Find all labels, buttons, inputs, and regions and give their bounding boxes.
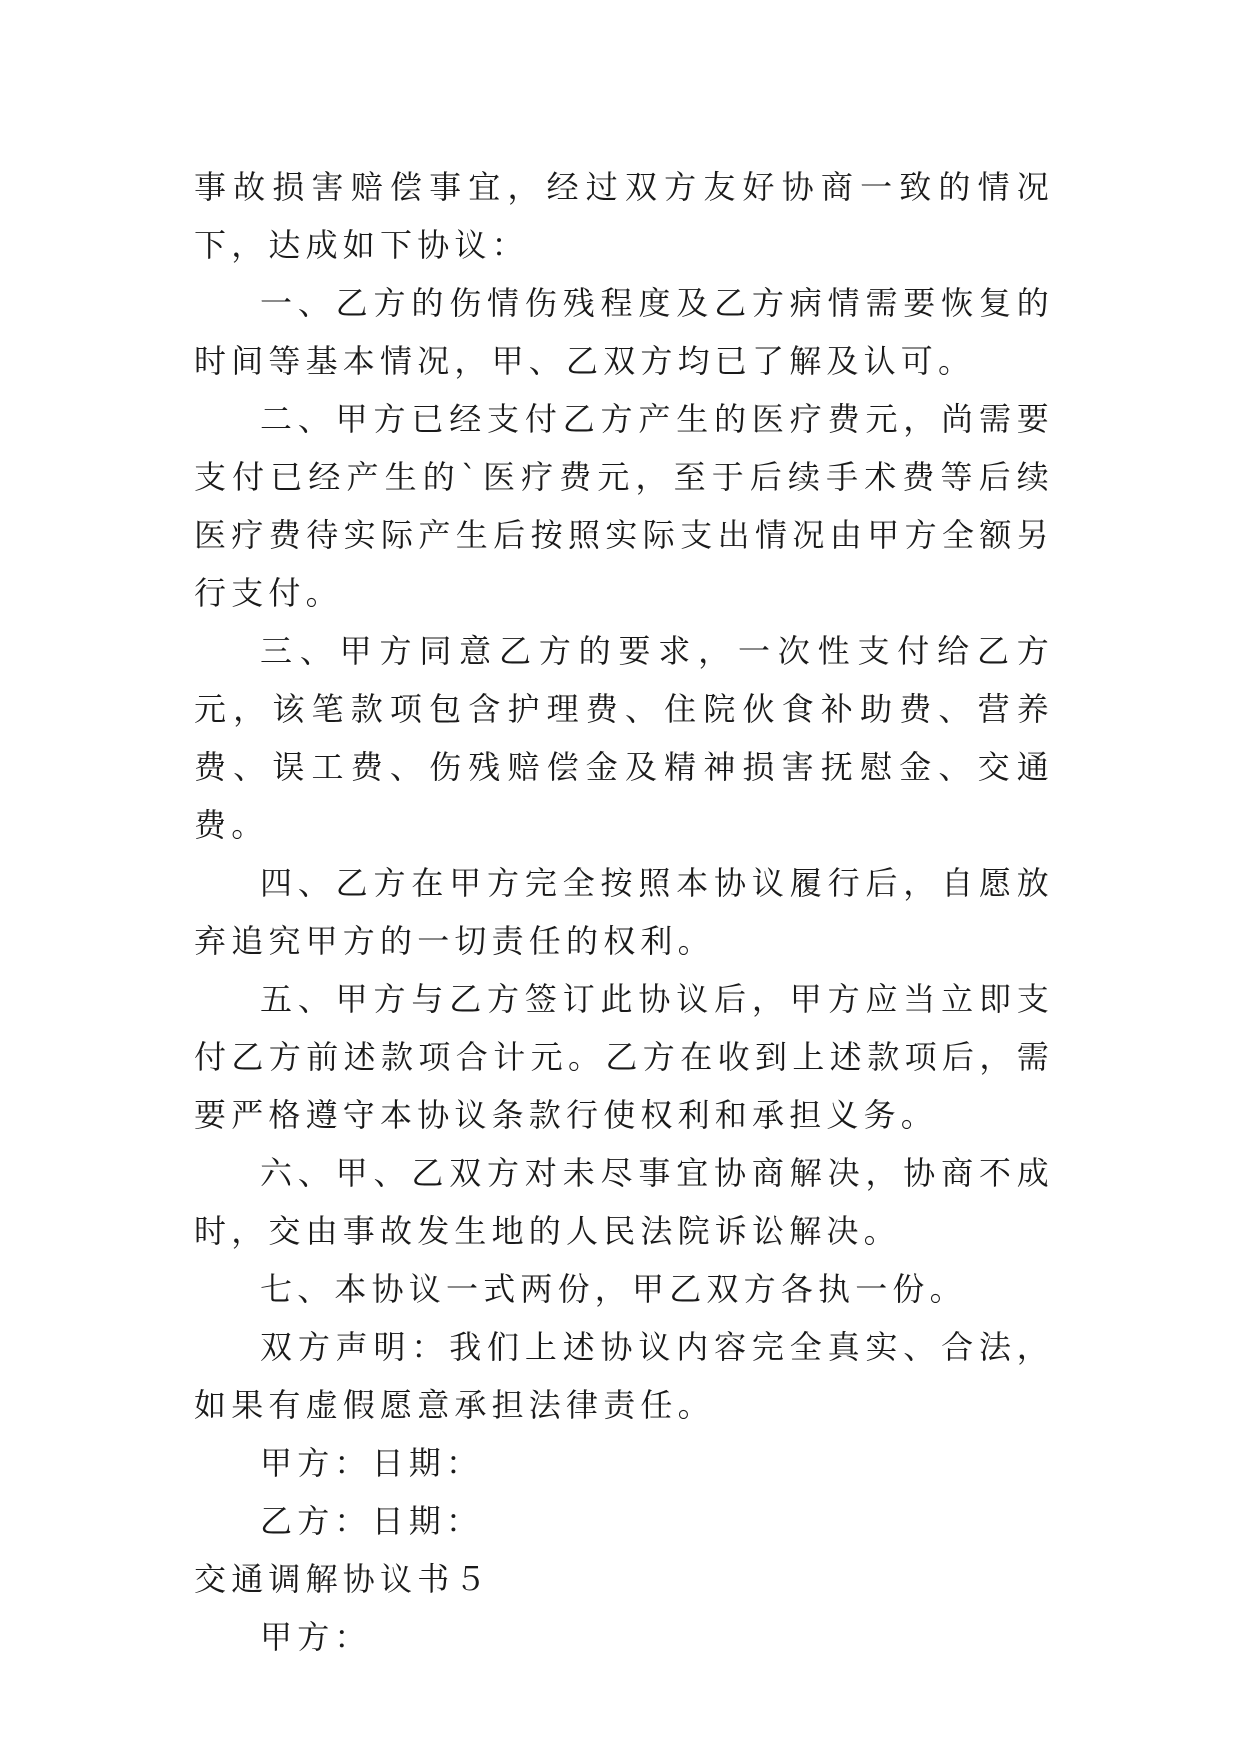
clause-6-paragraph: 六、甲、乙双方对未尽事宜协商解决，协商不成时，交由事故发生地的人民法院诉讼解决。	[194, 1154, 1054, 1250]
clause-1-paragraph: 一、乙方的伤情伤残程度及乙方病情需要恢复的时间等基本情况，甲、乙双方均已了解及认可。	[194, 284, 1054, 380]
intro-paragraph: 事故损害赔偿事宜，经过双方友好协商一致的情况下，达成如下协议：	[194, 168, 1054, 264]
clause-2-paragraph: 二、甲方已经支付乙方产生的医疗费元，尚需要支付已经产生的`医疗费元，至于后续手术费等后续医疗费待实际产生后按照实际支出情况由甲方全额另行支付。	[194, 400, 1054, 612]
party-a-signature-line: 甲方：日期：	[260, 1444, 484, 1482]
clause-4-paragraph: 四、乙方在甲方完全按照本协议履行后，自愿放弃追究甲方的一切责任的权利。	[194, 864, 1054, 960]
clause-5-paragraph: 五、甲方与乙方签订此协议后，甲方应当立即支付乙方前述款项合计元。乙方在收到上述款项后，需要严格遵守本协议条款行使权利和承担义务。	[194, 980, 1054, 1134]
party-b-signature-line: 乙方：日期：	[260, 1502, 484, 1540]
clause-3-paragraph: 三、甲方同意乙方的要求，一次性支付给乙方元，该笔款项包含护理费、住院伙食补助费、营养费、误工费、伤残赔偿金及精神损害抚慰金、交通费。	[194, 632, 1054, 844]
document-body	[194, 158, 1054, 1666]
declaration-paragraph: 双方声明：我们上述协议内容完全真实、合法，如果有虚假愿意承担法律责任。	[194, 1328, 1054, 1424]
section-heading: 交通调解协议书５	[194, 1560, 492, 1598]
party-a-label: 甲方：	[260, 1618, 372, 1656]
clause-7-paragraph: 七、本协议一式两份，甲乙双方各执一份。	[260, 1270, 967, 1308]
